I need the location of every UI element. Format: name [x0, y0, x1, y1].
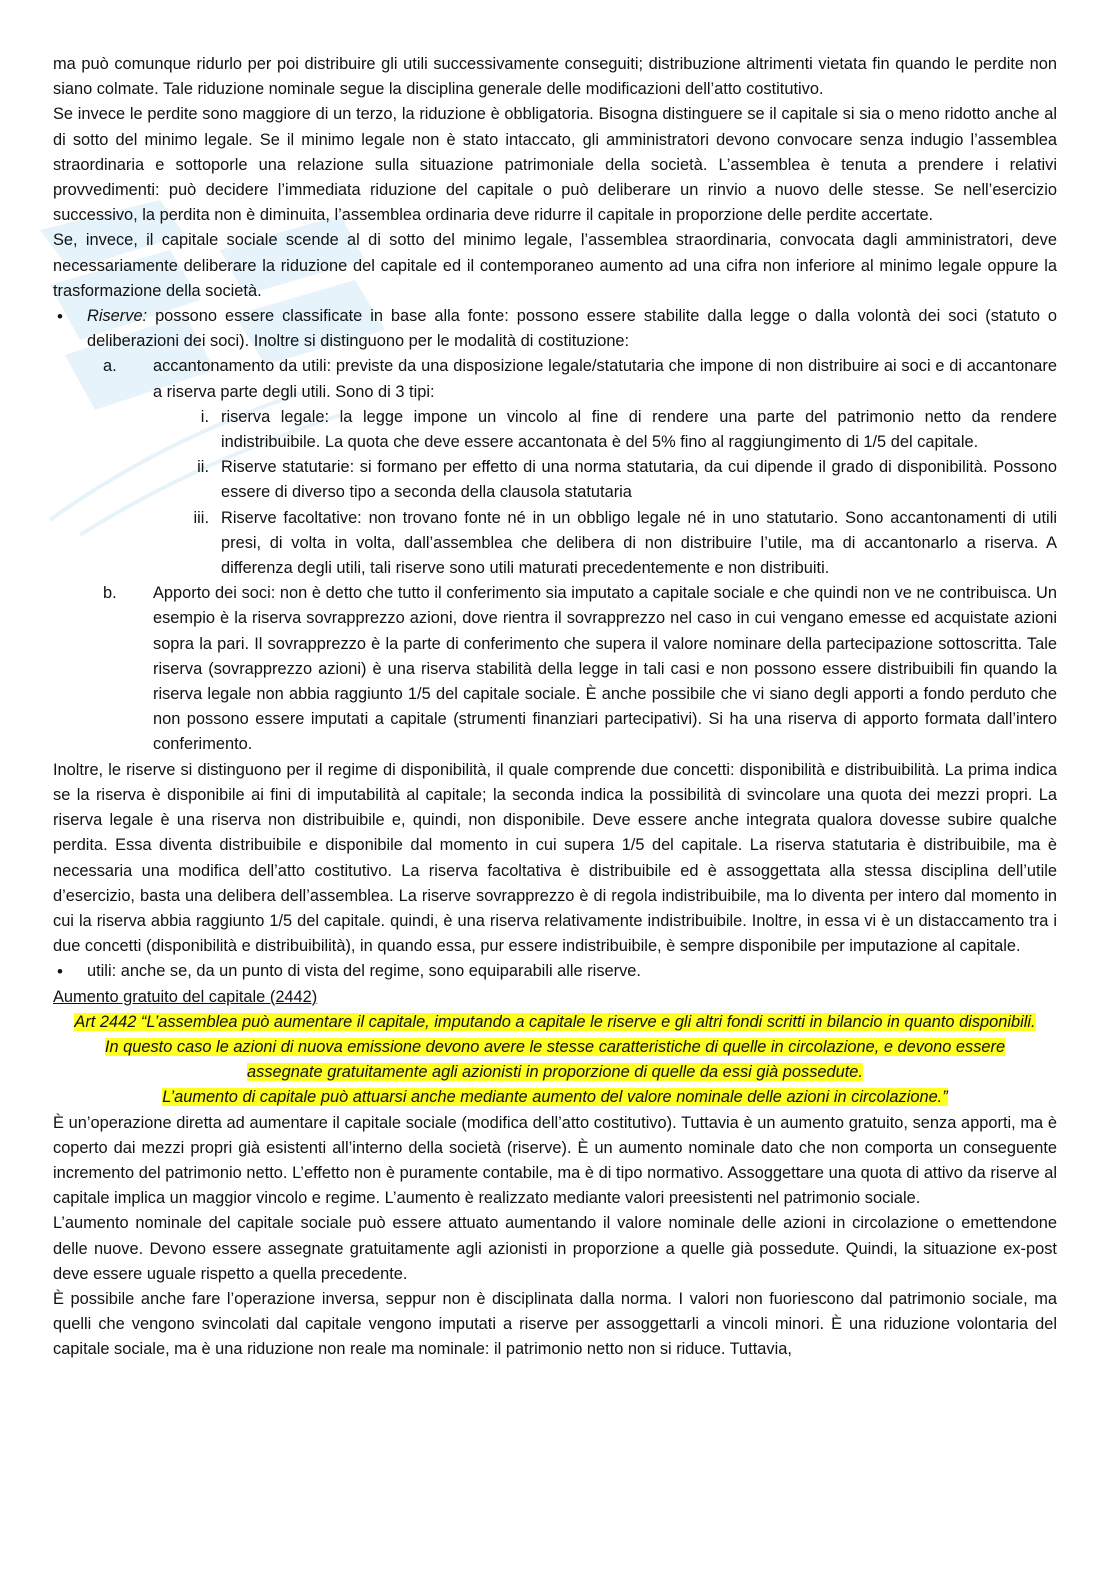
document-page: [53, 52, 1057, 1363]
roman-item-iii-marker: iii.: [193, 508, 209, 527]
roman-item-ii: [53, 455, 1057, 505]
bullet-riserve-term: Riserve:: [87, 307, 148, 326]
quote-line-2: In questo caso le azioni di nuova emissione devono avere le stesse caratteristiche di quelle in circolazione, e devono essere assegnate gratuitamente agli azionisti in proporzione di quelle da essi già possedute.: [104, 1037, 1006, 1082]
sub-item-b-text: Apporto dei soci: non è detto che tutto il conferimento sia imputato a capitale sociale e che quindi non ve ne contribuisca. Un esempio è la riserva sovrapprezzo azioni, dove rientra il sovrapprezzo nel caso in cui vengano emesse ed acquistate azioni sopra la pari. Il sovrapprezzo è la parte di conferimento che supera il valore nominare della partecipazione sottoscritta. Tale riserva (sovrapprezzo azioni) è una riserva stabilità della legge in tali casi e non possono essere distribuibili fin quando la riserva legale non abbia raggiunto 1/5 del capitale sociale. È anche possibile che vi siano degli apporti a fondo perduto che non possono essere imputati a capitale (strumenti finanziari partecipativi). Si ha una riserva di apporto formata dall’intero conferimento.: [153, 584, 1057, 754]
sub-item-a-marker: a.: [103, 357, 117, 376]
sub-item-a: [53, 354, 1057, 404]
bullet-riserve: [53, 304, 1057, 354]
paragraph-aumento-3: È possibile anche fare l’operazione inversa, seppur non è disciplinata dalla norma. I valori non fuoriescono dal patrimonio sociale, ma quelli che vengono svincolati dal capitale vengono imputati a riserve per assoggettarli a vincoli minori. È una riduzione volontaria del capitale sociale, ma è una riduzione non reale ma nominale: il patrimonio netto non si riduce. Tuttavia,: [53, 1289, 1057, 1359]
paragraph-disponibilita: Inoltre, le riserve si distinguono per il regime di disponibilità, il quale comprende due concetti: disponibilità e distribuibilità. La prima indica se la riserva è disponibile ai fini di imputabilità al capitale; la seconda indica la possibilità di svincolare una quota dei mezzi propri. La riserva legale è una riserva non distribuibile e, quindi, non disponibile. Deve essere anche integrata qualora dovesse subire qualche perdita. Essa diventa distribuibile e disponibile dal momento in cui supera 1/5 del capitale. La riserva statutaria è distribuibile, ma è necessaria una modifica dell’atto costitutivo. La riserva facoltativa è distribuibile ed è assoggettata alla stessa disciplina dell’utile d’esercizio, basta una delibera dell’assemblea. La riserve sovrapprezzo è di regola indistribuibile, ma lo diventa per intero dal momento in cui la riserva abbia raggiunto 1/5 del capitale. quindi, è una riserva relativamente indistribuibile. Inoltre, in essa vi è un distaccamento tra i due concetti (disponibilità e distribuibilità), in quando essa, pur essere indistribuibile, è sempre disponibile per imputazione al capitale.: [53, 760, 1057, 956]
roman-item-i: [53, 405, 1057, 455]
quote-line-3: L’aumento di capitale può attuarsi anche mediante aumento del valore nominale delle azioni in circolazione.”: [162, 1088, 948, 1107]
paragraph-intro-2: Se invece le perdite sono maggiore di un terzo, la riduzione è obbligatoria. Bisogna distinguere se il capitale si sia o meno ridotto anche al di sotto del minimo legale. Se il minimo legale non è stato intaccato, gli amministratori devono convocare senza indugio l’assemblea straordinaria e sottoporle una relazione sulla situazione patrimoniale della società. L’assemblea è tenuta a prendere i relativi provvedimenti: può decidere l’immediata riduzione del capitale o può deliberare un rinvio a nuovo delle stesse. Se nell’esercizio successivo, la perdita non è diminuita, l’assemblea ordinaria deve ridurre il capitale in proporzione delle perdite accertate.: [53, 105, 1057, 225]
roman-item-i-text: riserva legale: la legge impone un vincolo al fine di rendere una parte del patrimonio netto da rendere indistribuibile. La quota che deve essere accantonata è del 5% fino al raggiungimento di 1/5 del capitale.: [221, 407, 1057, 452]
paragraph-aumento-1: È un’operazione diretta ad aumentare il capitale sociale (modifica dell’atto costitutivo). Tuttavia è un aumento gratuito, senza apporti, ma è coperto dai mezzi propri già esistenti all’interno della società (riserve). È un aumento nominale dato che non comporta un conseguente incremento del patrimonio netto. L’effetto non è puramente contabile, ma è di tipo normativo. Assoggettare una quota di attivo da riserve al capitale implica un maggior vincolo e regime. L’aumento è realizzato mediante valori preesistenti nel patrimonio sociale.: [53, 1113, 1057, 1208]
roman-item-ii-marker: ii.: [197, 458, 209, 477]
bullet-riserve-text: possono essere classificate in base alla fonte: possono essere stabilite dalla legge o dalla volontà dei soci (statuto o deliberazioni dei soci). Inoltre si distinguono per le modalità di costituzione:: [87, 307, 1057, 351]
paragraph-aumento-2: L’aumento nominale del capitale sociale può essere attuato aumentando il valore nominale delle azioni in circolazione o emettendone delle nuove. Devono essere assegnate gratuitamente agli azionisti in proporzione a quelle già possedute. Quindi, la situazione ex-post deve essere uguale rispetto a quella precedente.: [53, 1214, 1057, 1283]
roman-item-ii-text: Riserve statutarie: si formano per effetto di una norma statutaria, da cui dipende il grado di disponibilità. Possono essere di diverso tipo a seconda della clausola statutaria: [221, 458, 1057, 502]
roman-item-iii: [53, 506, 1057, 582]
sub-item-b-marker: b.: [103, 584, 117, 603]
quote-art-2442: [53, 1010, 1057, 1111]
sub-item-a-text: accantonamento da utili: previste da una disposizione legale/statutaria che impone di non distribuire ai soci e di accantonare a riserva parte degli utili. Sono di 3 tipi:: [153, 357, 1057, 401]
paragraph-intro-1: ma può comunque ridurlo per poi distribuire gli utili successivamente conseguiti; distribuzione altrimenti vietata fin quando le perdite non siano colmate. Tale riduzione nominale segue la disciplina generale delle modificazioni dell’atto costitutivo.: [53, 55, 1057, 99]
section-heading-aumento-gratuito: Aumento gratuito del capitale (2442): [53, 987, 318, 1006]
roman-item-iii-text: Riserve facoltative: non trovano fonte né in un obbligo legale né in uno statutario. Sono accantonamenti di utili presi, di volta in volta, dall’assemblea che delibera di non distribuire l’utile, ma di accantonarlo a riserva. A differenza degli utili, tali riserve sono utili maturati precedentemente e non distribuiti.: [221, 508, 1057, 578]
bullet-utili-text: utili: anche se, da un punto di vista del regime, sono equiparabili alle riserve.: [87, 962, 641, 981]
roman-item-i-marker: i.: [200, 407, 209, 426]
sub-item-b: [53, 581, 1057, 757]
bullet-utili: [53, 959, 1057, 984]
paragraph-intro-3: Se, invece, il capitale sociale scende al di sotto del minimo legale, l’assemblea straordinaria, convocata dagli amministratori, deve necessariamente deliberare la riduzione del capitale ed il contemporaneo aumento ad una cifra non inferiore al minimo legale oppure la trasformazione della società.: [53, 231, 1057, 300]
quote-line-1: Art 2442 “L’assemblea può aumentare il capitale, imputando a capitale le riserve e gli altri fondi scritti in bilancio in quanto disponibili.: [74, 1012, 1036, 1031]
